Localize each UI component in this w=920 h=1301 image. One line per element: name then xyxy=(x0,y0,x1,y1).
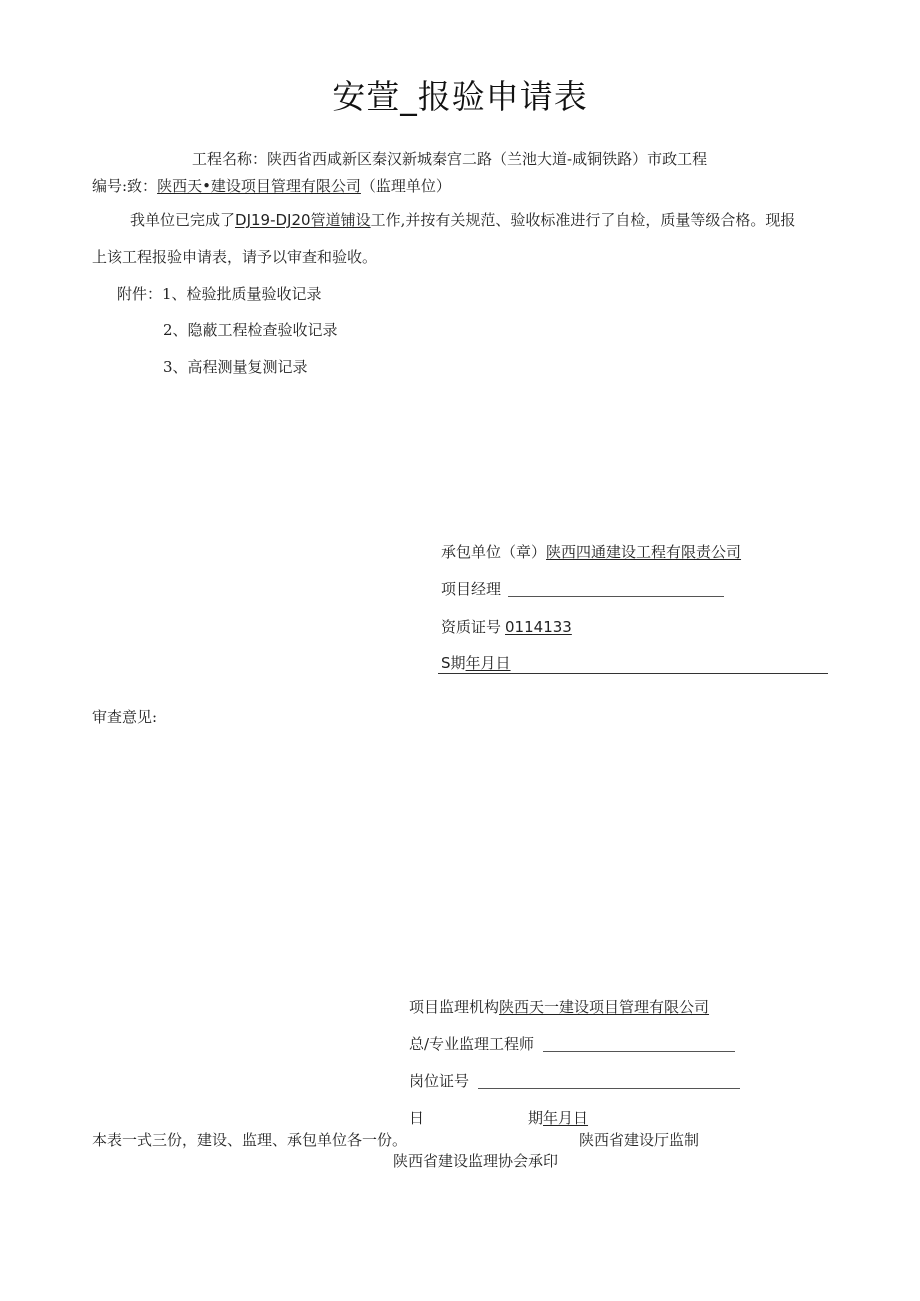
supervision-unit-suffix: （监理单位） xyxy=(360,177,451,195)
supervising-engineer-line xyxy=(409,1037,735,1052)
issuer-note: 陕西省建设厅监制 xyxy=(579,1131,700,1149)
body-suffix: 工作,并按有关规范、验收标准进行了自检，质量等级合格。现报 xyxy=(370,211,796,229)
supervisor-date-day-label: 日 xyxy=(409,1109,425,1127)
body-line-2: 上该工程报验申请表，请予以审查和验收。 xyxy=(92,248,378,266)
contractor-date-line xyxy=(441,656,511,671)
supervisor-org-line xyxy=(409,1000,709,1015)
contractor-date-value: 年月日 xyxy=(465,654,511,672)
work-name: 管道铺设 xyxy=(310,211,371,229)
project-label: 工程名称： xyxy=(192,150,268,168)
attachment-label: 附件： xyxy=(117,285,163,303)
body-line-1 xyxy=(130,213,795,228)
supervision-unit: 陕西天•建设项目管理有限公司 xyxy=(157,177,361,195)
supervising-engineer-signature-field[interactable] xyxy=(543,1039,735,1052)
contractor-unit-line xyxy=(441,545,741,560)
qualification-number: 0114133 xyxy=(505,618,572,636)
attachment-line-1 xyxy=(117,287,322,302)
supervisor-date-value: 年月日 xyxy=(543,1109,589,1127)
supervising-engineer-label: 总/专业监理工程师 xyxy=(409,1035,535,1053)
project-name: 陕西省西咸新区秦汉新城秦宫二路（兰池大道-咸铜铁路）市政工程 xyxy=(267,150,708,168)
contractor-date-rule xyxy=(438,673,828,674)
attachment-item: 1、检验批质量验收记录 xyxy=(162,285,322,303)
supervisor-org-label: 项目监理机构 xyxy=(409,998,500,1016)
supervisor-date-label: 期 xyxy=(528,1109,544,1127)
project-manager-signature-field[interactable] xyxy=(508,584,724,597)
qualification-line xyxy=(441,620,572,635)
post-cert-field[interactable] xyxy=(478,1076,740,1089)
review-opinion-label: 审查意见: xyxy=(92,708,158,726)
serial-to-label: 编号:致： xyxy=(92,177,158,195)
contractor-unit-value: 陕西四通建设工程有限责公司 xyxy=(546,543,742,561)
project-name-line xyxy=(192,152,707,167)
supervisor-org-value: 陕西天一建设项目管理有限公司 xyxy=(499,998,710,1016)
attachment-item: 3、高程测量复测记录 xyxy=(163,358,308,376)
post-cert-line xyxy=(409,1074,740,1089)
contractor-unit-label: 承包单位（章） xyxy=(441,543,547,561)
supervisor-date-line xyxy=(528,1111,588,1126)
printer-note: 陕西省建设监理协会承印 xyxy=(393,1152,559,1170)
post-cert-label: 岗位证号 xyxy=(409,1072,470,1090)
qualification-label: 资质证号 xyxy=(441,618,502,636)
addressee-line xyxy=(92,179,451,194)
work-section-code: DJ19-DJ20 xyxy=(235,211,311,229)
project-manager-label: 项目经理 xyxy=(441,580,502,598)
attachment-item: 2、隐蔽工程检查验收记录 xyxy=(163,321,338,339)
contractor-date-prefix: S xyxy=(441,654,451,672)
project-manager-line xyxy=(441,582,724,597)
contractor-date-label: 期 xyxy=(450,654,466,672)
copies-note: 本表一式三份，建设、监理、承包单位各一份。 xyxy=(92,1131,408,1149)
page-title: 安萱_报验申请表 xyxy=(332,77,588,116)
body-prefix: 我单位已完成了 xyxy=(130,211,236,229)
